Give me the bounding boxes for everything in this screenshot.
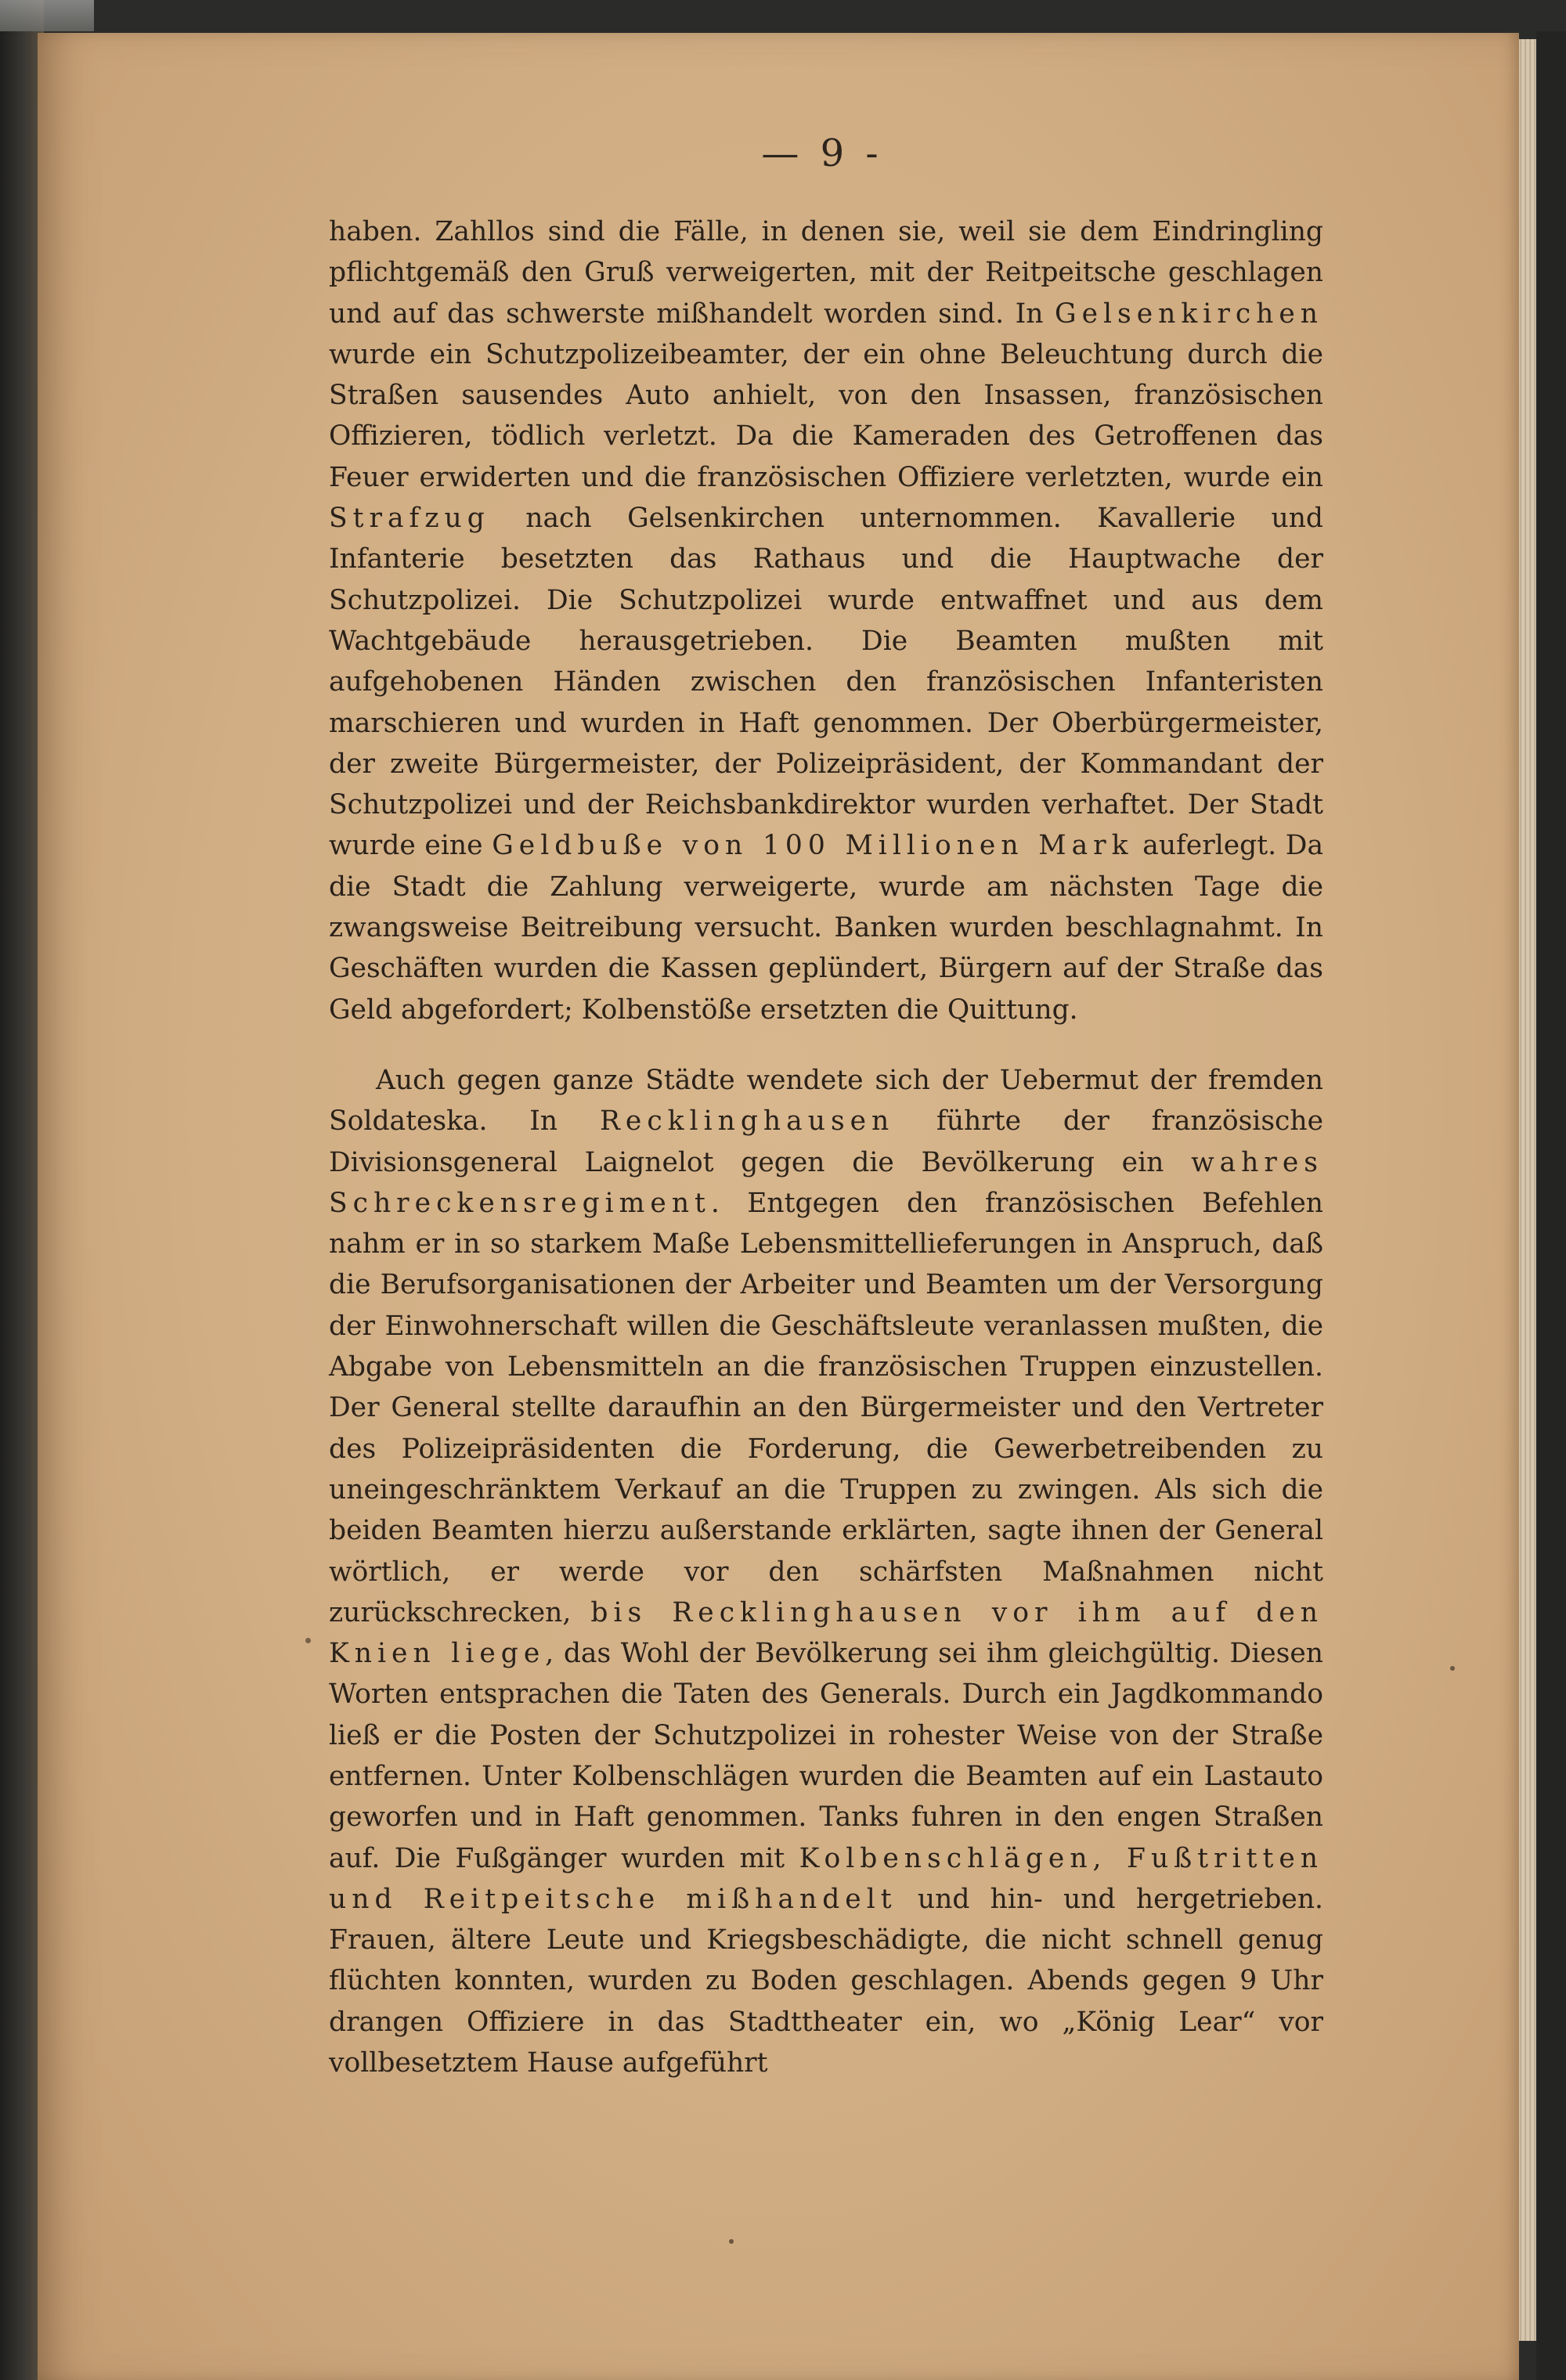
text-segment: auferlegt. Da die Stadt die Zahlung verweigerte, wurde am nächsten Tage die zwangsweise Beitreibung versucht. Banken wurden beschlagnahmt. In Geschäften wurden die Kassen geplündert, Bürgern auf der Straße das Geld abgefordert; Kolbenstöße ersetzten die Quittung.: [329, 830, 1324, 1026]
paper-speck: [729, 2239, 734, 2244]
spaced-emphasis: wahres Schreckensregiment: [329, 1146, 1323, 1219]
text-segment: führte der französische Divisionsgeneral Laignelot gegen die Bevölkerung ein: [329, 1105, 1323, 1178]
binding-tear: [0, 0, 94, 31]
text-segment: haben. Zahllos sind die Fälle, in denen sie, weil sie dem Eindringling pflichtgemäß den Gruß verweigerten, mit der Reitpeitsche geschlagen und auf das schwerste mißhandelt worden sind. In: [329, 216, 1323, 330]
paper-speck: [1450, 1666, 1455, 1671]
spaced-emphasis: Gelsenkirchen: [1055, 298, 1323, 330]
body-text: [329, 211, 1323, 2083]
spaced-emphasis: Geldbuße von 100 Millionen Mark: [492, 830, 1134, 862]
paragraph-1: [329, 211, 1323, 1030]
text-segment: . Entgegen den französischen Befehlen nahm er in so starkem Maße Lebensmittellieferungen in Anspruch, daß die Berufsorganisationen der Arbeiter und Beamten um der Versorgung der Einwohnerschaft willen die Geschäftsleute veranlassen mußten, die Abgabe von Lebensmitteln an die französischen Truppen einzustellen. Der General stellte daraufhin an den Bürgermeister und den Vertreter des Polizeipräsidenten die Forderung, die Gewerbetreibenden zu uneingeschränktem Verkauf an die Truppen zu zwingen. Als sich die beiden Beamten hierzu außerstande erklärten, sagte ihnen der General wörtlich, er werde vor den schärfsten Maßnahmen nicht zurückschrecken,: [329, 1187, 1323, 1628]
text-segment: wurde ein Schutzpolizeibeamter, der ein ohne Beleuchtung durch die Straßen sausendes Auto anhielt, von den Insassen, französischen Offizieren, tödlich verletzt. Da die Kameraden des Getroffenen das Feuer erwiderten und die französischen Offiziere verletzten, wurde ein: [329, 338, 1323, 493]
page-stack-edge: [1517, 39, 1536, 2341]
text-segment: Auch gegen ganze Städte wendete sich der Uebermut der fremden Soldateska. In: [329, 1064, 1323, 1138]
page-number: — 9 -: [761, 132, 883, 175]
text-segment: und hin- und hergetrieben. Frauen, ältere Leute und Kriegsbeschädigte, die nicht schnell genug flüchten konnten, wurden zu Boden geschlagen. Abends gegen 9 Uhr drangen Offiziere in das Stadttheater ein, wo „König Lear“ vor vollbesetztem Hause aufgeführt: [329, 1883, 1324, 2079]
paragraph-2: [329, 1060, 1323, 2083]
spaced-emphasis: Strafzug: [329, 503, 490, 535]
spaced-emphasis: Recklinghausen: [599, 1105, 895, 1138]
spaced-emphasis: Kolbenschlägen, Fußtritten und Reitpeitsche mißhandelt: [329, 1842, 1323, 1915]
background-right: [1536, 31, 1566, 2380]
text-segment: nach Gelsenkirchen unternommen. Kavallerie und Infanterie besetzten das Rathaus und die Hauptwache der Schutzpolizei. Die Schutzpolizei wurde entwaffnet und aus dem Wachtgebäude herausgetrieben. Die Beamten mußten mit aufgehobenen Händen zwischen den französischen Infanteristen marschieren und wurden in Haft genommen. Der Oberbürgermeister, der zweite Bürgermeister, der Polizeipräsident, der Kommandant der Schutzpolizei und der Reichsbankdirektor wurden verhaftet. Der Stadt wurde eine: [329, 503, 1323, 862]
text-segment: , das Wohl der Bevölkerung sei ihm gleichgültig. Diesen Worten entsprachen die Taten des Generals. Durch ein Jagdkommando ließ er die Posten der Schutzpolizei in rohester Weise von der Straße entfernen. Unter Kolbenschlägen wurden die Beamten auf ein Lastauto geworfen und in Haft genommen. Tanks fuhren in den engen Straßen auf. Die Fußgänger wurden mit: [329, 1638, 1323, 1874]
paper-speck: [305, 1638, 311, 1643]
spaced-emphasis: bis Recklinghausen vor ihm auf den Knien liege: [329, 1596, 1323, 1670]
